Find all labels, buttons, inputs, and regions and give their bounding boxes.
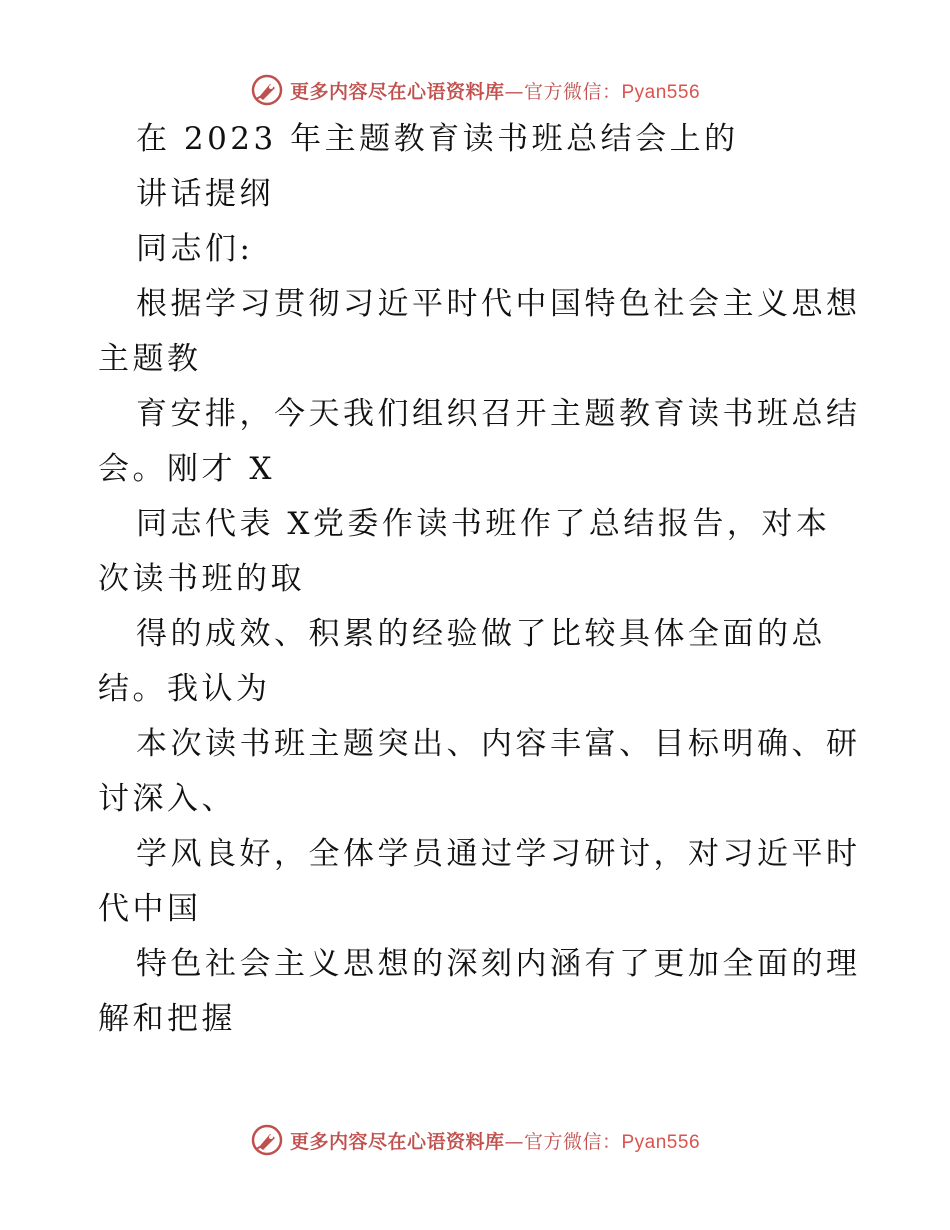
footer-banner-text xyxy=(290,1127,700,1154)
paragraph-line: 讨深入、 xyxy=(98,781,236,817)
footer-wechat-id: Pyan556 xyxy=(621,1131,701,1153)
paragraph-line: 代中国 xyxy=(98,891,202,927)
paragraph-line: 得的成效、积累的经验做了比较具体全面的总 xyxy=(136,616,826,652)
paragraph-line: 同志代表 X党委作读书班作了总结报告，对本 xyxy=(136,506,831,542)
footer-banner-separator: — xyxy=(504,1130,524,1153)
salutation: 同志们: xyxy=(136,231,254,267)
paragraph-line: 育安排，今天我们组织召开主题教育读书班总结 xyxy=(136,396,861,432)
pen-nib-logo-icon xyxy=(250,1123,284,1157)
pen-nib-logo-icon xyxy=(250,73,284,107)
header-wechat-id: Pyan556 xyxy=(621,81,701,103)
paragraph-line: 本次读书班主题突出、内容丰富、目标明确、研 xyxy=(136,726,861,762)
title-line-2: 讲话提纲 xyxy=(136,176,274,212)
paragraph-line: 特色社会主义思想的深刻内涵有了更加全面的理 xyxy=(136,946,861,982)
paragraph-line: 学风良好，全体学员通过学习研讨，对习近平时 xyxy=(136,836,861,872)
header-banner-text xyxy=(290,77,700,104)
footer-banner xyxy=(0,1120,950,1160)
header-banner-separator: — xyxy=(504,80,524,103)
paragraph-line: 主题教 xyxy=(98,341,202,377)
paragraph-line: 会。刚才 X xyxy=(98,451,275,487)
footer-wechat-label: 官方微信： xyxy=(523,1130,622,1153)
document-body xyxy=(98,121,861,1037)
footer-banner-main: 更多内容尽在心语资料库 xyxy=(289,1130,505,1153)
header-wechat-label: 官方微信： xyxy=(523,80,622,103)
paragraph-line: 次读书班的取 xyxy=(98,561,305,597)
paragraph-line: 结。我认为 xyxy=(98,671,271,707)
paragraph-line: 解和把握 xyxy=(98,1001,236,1037)
header-banner xyxy=(0,70,950,110)
title-line-1: 在 2023 年主题教育读书班总结会上的 xyxy=(136,121,739,157)
header-banner-main: 更多内容尽在心语资料库 xyxy=(289,80,505,103)
paragraph-line: 根据学习贯彻习近平时代中国特色社会主义思想 xyxy=(136,286,861,322)
